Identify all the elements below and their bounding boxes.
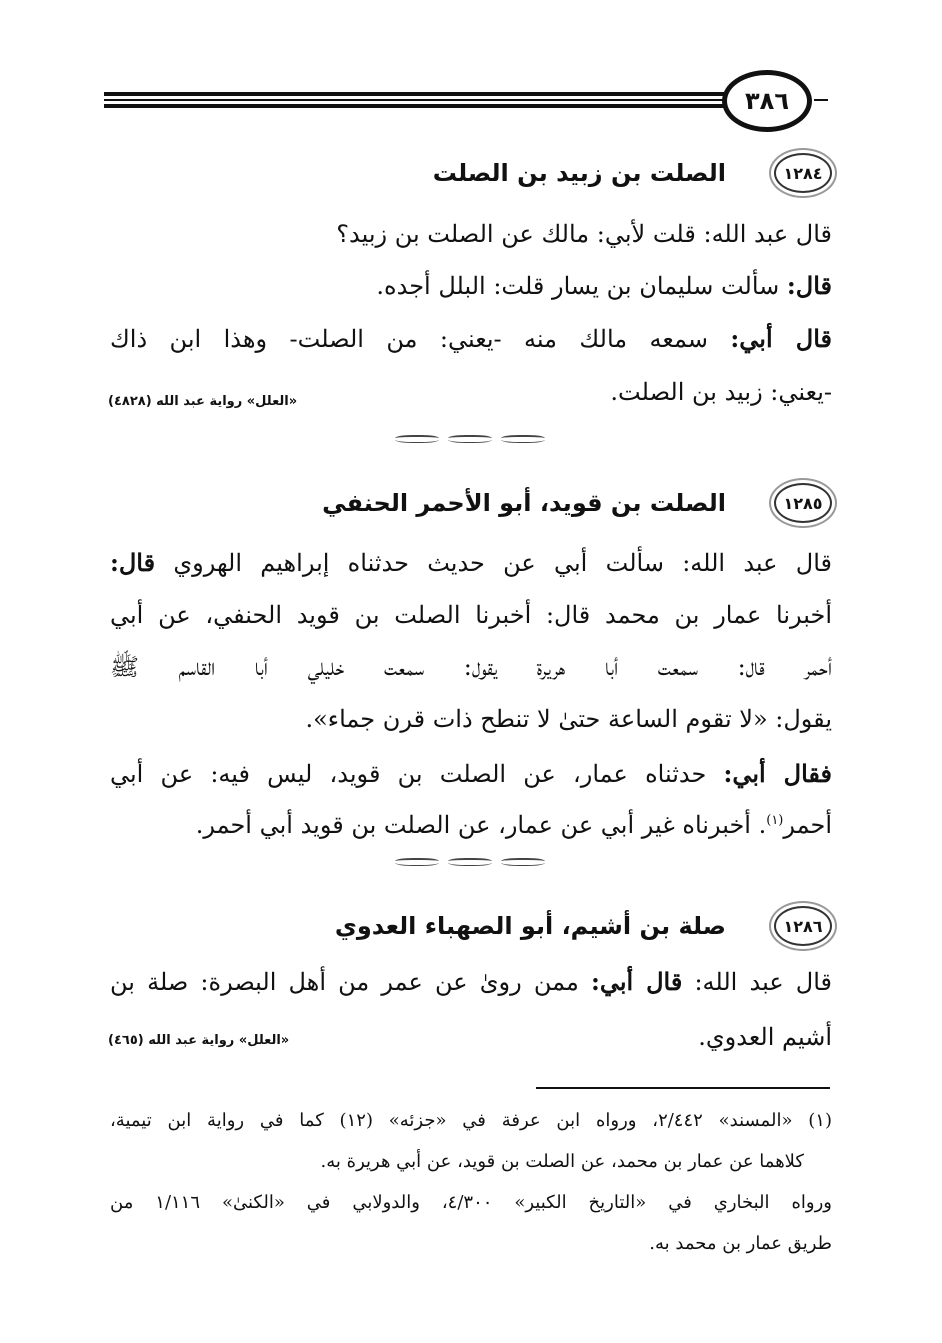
text-line: قال أبي: سمعه مالك منه -يعني: من الصلت- وهذا ابن ذاك — [110, 324, 833, 353]
text-line: أحمر قال: سمعت أبا هريرة يقول: سمعت خليلي أبا القاسم ﷺ — [110, 653, 832, 681]
text-line: أخبرنا عمار بن محمد قال: أخبرنا الصلت بن قويد الحنفي، عن أبي — [110, 601, 832, 629]
footnote-marker: (١) — [766, 813, 784, 828]
entry-heading — [112, 901, 832, 951]
text-line: -يعني: زبيد بن الصلت. — [610, 378, 832, 406]
header-rule — [814, 99, 828, 101]
entry-number-medallion: ١٢٨٦ — [774, 906, 832, 946]
header-rule — [104, 92, 724, 96]
text-line: قال عبد الله: قلت لأبي: مالك عن الصلت بن زبيد؟ — [336, 220, 832, 248]
entry-title: الصلت بن قويد، أبو الأحمر الحنفي — [322, 489, 726, 517]
footnote-line: طريق عمار بن محمد به. — [649, 1233, 832, 1254]
source-citation: «العلل» رواية عبد الله (٤٨٢٨) — [108, 394, 298, 409]
text-line: فقال أبي: حدثناه عمار، عن الصلت بن قويد، ليس فيه: عن أبي — [110, 759, 832, 788]
section-separator — [395, 433, 545, 445]
page-number: ٣٨٦ — [722, 70, 812, 132]
entry-number-medallion: ١٢٨٤ — [774, 153, 832, 193]
entry-heading — [112, 148, 832, 198]
text-line: قال عبد الله: قال أبي: ممن روىٰ عن عمر من أهل البصرة: صلة بن — [110, 967, 833, 996]
entry-title: صلة بن أشيم، أبو الصهباء العدوي — [334, 912, 726, 940]
header-rule — [104, 104, 724, 108]
entry-title: الصلت بن زبيد بن الصلت — [432, 159, 726, 187]
source-citation: «العلل» رواية عبد الله (٤٦٥) — [108, 1033, 290, 1048]
section-separator — [395, 856, 545, 868]
entry-number-medallion: ١٢٨٥ — [774, 483, 832, 523]
footnote-rule — [536, 1087, 830, 1089]
entry-heading — [112, 478, 832, 528]
text-line: يقول: «لا تقوم الساعة حتىٰ لا تنطح ذات قرن جماء». — [305, 705, 832, 733]
footnote-line: كلاهما عن عمار بن محمد، عن الصلت بن قويد، عن أبي هريرة به. — [320, 1151, 804, 1172]
text-line: أشيم العدوي. — [698, 1023, 832, 1051]
header-rule — [104, 99, 724, 101]
text-line: قال: سألت سليمان بن يسار قلت: البلل أجده. — [376, 271, 832, 300]
text-line: أحمر$^{(١)}$. أخبرناه غير أبي عن عمار، عن الصلت بن قويد أبي أحمر. — [195, 811, 832, 839]
text-line: قال عبد الله: سألت أبي عن حديث حدثناه إبراهيم الهروي قال: — [110, 548, 832, 577]
footnote-line: (١) «المسند» ٢/٤٤٢، ورواه ابن عرفة في «جزئه» (١٢) كما في رواية ابن تيمية، — [110, 1110, 832, 1131]
footnote-line: ورواه البخاري في «التاريخ الكبير» ٤/٣٠٠، والدولابي في «الكنىٰ» ١/١١٦ من — [110, 1192, 832, 1213]
